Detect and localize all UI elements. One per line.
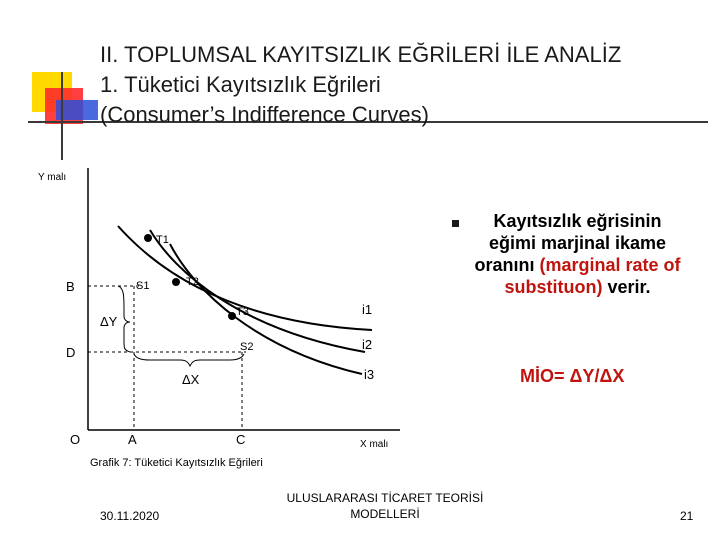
label-A: A bbox=[128, 432, 137, 447]
x-axis-label: X malı bbox=[360, 439, 389, 450]
slide-title-line2: 1. Tüketici Kayıtsızlık Eğrileri bbox=[100, 72, 381, 97]
diagram-caption: Grafik 7: Tüketici Kayıtsızlık Eğrileri bbox=[90, 457, 263, 469]
point-T2 bbox=[172, 278, 180, 286]
y-axis-label: Y malı bbox=[38, 172, 67, 183]
footer-date: 30.11.2020 bbox=[100, 509, 160, 523]
label-curve-i3: i3 bbox=[364, 367, 375, 382]
mrs-formula: MİO= ΔY/ΔX bbox=[520, 366, 625, 386]
side-text-red: (marginal rate of substituon) bbox=[504, 255, 681, 297]
origin-label: O bbox=[70, 432, 81, 447]
label-T2: T2 bbox=[186, 276, 199, 288]
indifference-curve-i3 bbox=[170, 244, 362, 374]
footer-center-line1: ULUSLARARASI TİCARET TEORİSİ bbox=[286, 491, 484, 505]
point-T1 bbox=[144, 234, 152, 242]
slide-title-line3: (Consumer’s Indifference Curves) bbox=[100, 102, 429, 127]
side-text-part1: Kayıtsızlık eğrisinin eğimi marjinal ikame oranını bbox=[474, 211, 667, 275]
label-curve-i2: i2 bbox=[362, 337, 373, 352]
side-explanation bbox=[470, 210, 685, 298]
page-number: 21 bbox=[680, 509, 694, 523]
bullet-marker bbox=[452, 220, 459, 227]
delta-y-bracket bbox=[118, 286, 130, 352]
label-S2: S2 bbox=[240, 341, 254, 353]
label-D: D bbox=[66, 345, 76, 360]
side-text-part2: verir. bbox=[607, 277, 651, 297]
slide-title-line1: II. TOPLUMSAL KAYITSIZLIK EĞRİLERİ İLE ANALİZ bbox=[100, 42, 622, 67]
label-delta-x: ΔX bbox=[182, 372, 200, 387]
label-C: C bbox=[236, 432, 246, 447]
footer-center bbox=[280, 490, 490, 522]
indifference-curve-i2 bbox=[150, 230, 365, 352]
label-B: B bbox=[66, 279, 75, 294]
label-curve-i1: i1 bbox=[362, 302, 373, 317]
footer-center-line2: MODELLERİ bbox=[350, 507, 420, 521]
label-T3: T3 bbox=[236, 306, 249, 318]
delta-x-bracket bbox=[134, 354, 244, 366]
label-S1: S1 bbox=[136, 280, 150, 292]
label-T1: T1 bbox=[156, 234, 169, 246]
label-delta-y: ΔY bbox=[100, 314, 118, 329]
point-T3 bbox=[228, 312, 236, 320]
